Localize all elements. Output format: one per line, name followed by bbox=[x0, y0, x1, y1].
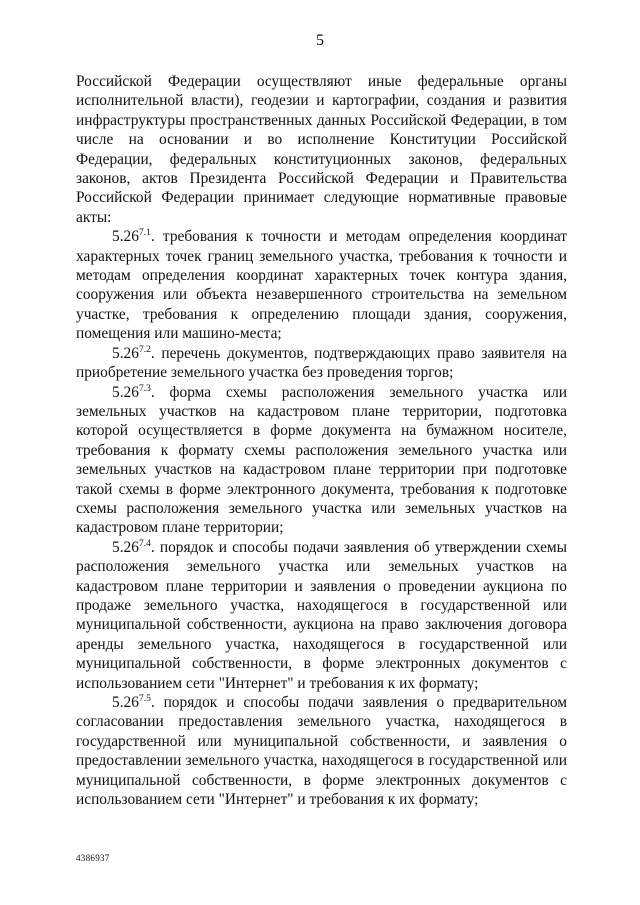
clause-5-26-7-1 bbox=[76, 227, 567, 343]
clause-number: 5.26 bbox=[112, 383, 139, 401]
clause-number: 5.26 bbox=[112, 228, 139, 246]
clause-superscript: 7.2 bbox=[138, 344, 151, 355]
paragraph-text: Российской Федерации осуществляют иные федеральные органы исполнительной власти), геодезии и картографии, создания и развития инфраструктуры пространственных данных Российской Федерации, в том числе на основании и во исполнение Конституции Российской Федерации, федеральных конституционных законов, федеральных законов, актов Президента Российской Федерации и Правительства Российской Федерации принимает следующие нормативные правовые акты: bbox=[76, 73, 567, 226]
document-body bbox=[76, 72, 567, 809]
clause-superscript: 7.4 bbox=[138, 538, 151, 549]
clause-number: 5.26 bbox=[112, 344, 139, 362]
clause-5-26-7-5 bbox=[76, 693, 567, 809]
clause-number: 5.26 bbox=[112, 538, 139, 556]
document-id: 4386937 bbox=[76, 853, 110, 863]
clause-5-26-7-2 bbox=[76, 344, 567, 383]
clause-text: . форма схемы расположения земельного участка или земельных участков на кадастровом плане территории, подготовка которой осуществляется в форме документа на бумажном носителе, требования к формату схемы расположения земельного участка или земельных участков на кадастровом плане территории при подготовке такой схемы в форме электронного документа, требования к подготовке схемы расположения земельного участка или земельных участков на кадастровом плане территории; bbox=[76, 383, 567, 537]
clause-number: 5.26 bbox=[112, 694, 139, 711]
clause-5-26-7-4 bbox=[76, 538, 567, 693]
clause-superscript: 7.1 bbox=[138, 228, 151, 239]
intro-paragraph bbox=[76, 72, 567, 227]
clause-text: . порядок и способы подачи заявления о предварительном согласовании предоставления земельного участка, находящегося в государственной или муниципальной собственности, и заявления о предоставлении земельного участка, находящегося в государственной или муниципальной собственности, в форме электронных документов с использованием сети "Интернет" и требования к их формату; bbox=[76, 694, 567, 809]
clause-text: . требования к точности и методам определения координат характерных точек границ земельного участка, требования к точности и методам определения координат характерных точек контура здания, сооружения или объекта незавершенного строительства на земельном участке, требования к определению площади здания, сооружения, помещения или машино-места; bbox=[76, 228, 567, 343]
page-number: 5 bbox=[316, 32, 324, 49]
clause-text: . порядок и способы подачи заявления об утверждении схемы расположения земельного участка или земельных участков на кадастровом плане территории и заявления о проведении аукциона по продаже земельного участка, находящегося в государственной или муниципальной собственности, аукциона на право заключения договора аренды земельного участка, находящегося в государственной или муниципальной собственности, в форме электронных документов с использованием сети "Интернет" и требования к их формату; bbox=[76, 538, 567, 692]
clause-superscript: 7.5 bbox=[138, 694, 151, 704]
clause-superscript: 7.3 bbox=[138, 383, 151, 394]
clause-text: . перечень документов, подтверждающих право заявителя на приобретение земельного участка без проведения торгов; bbox=[76, 344, 567, 382]
clause-5-26-7-3 bbox=[76, 383, 567, 538]
